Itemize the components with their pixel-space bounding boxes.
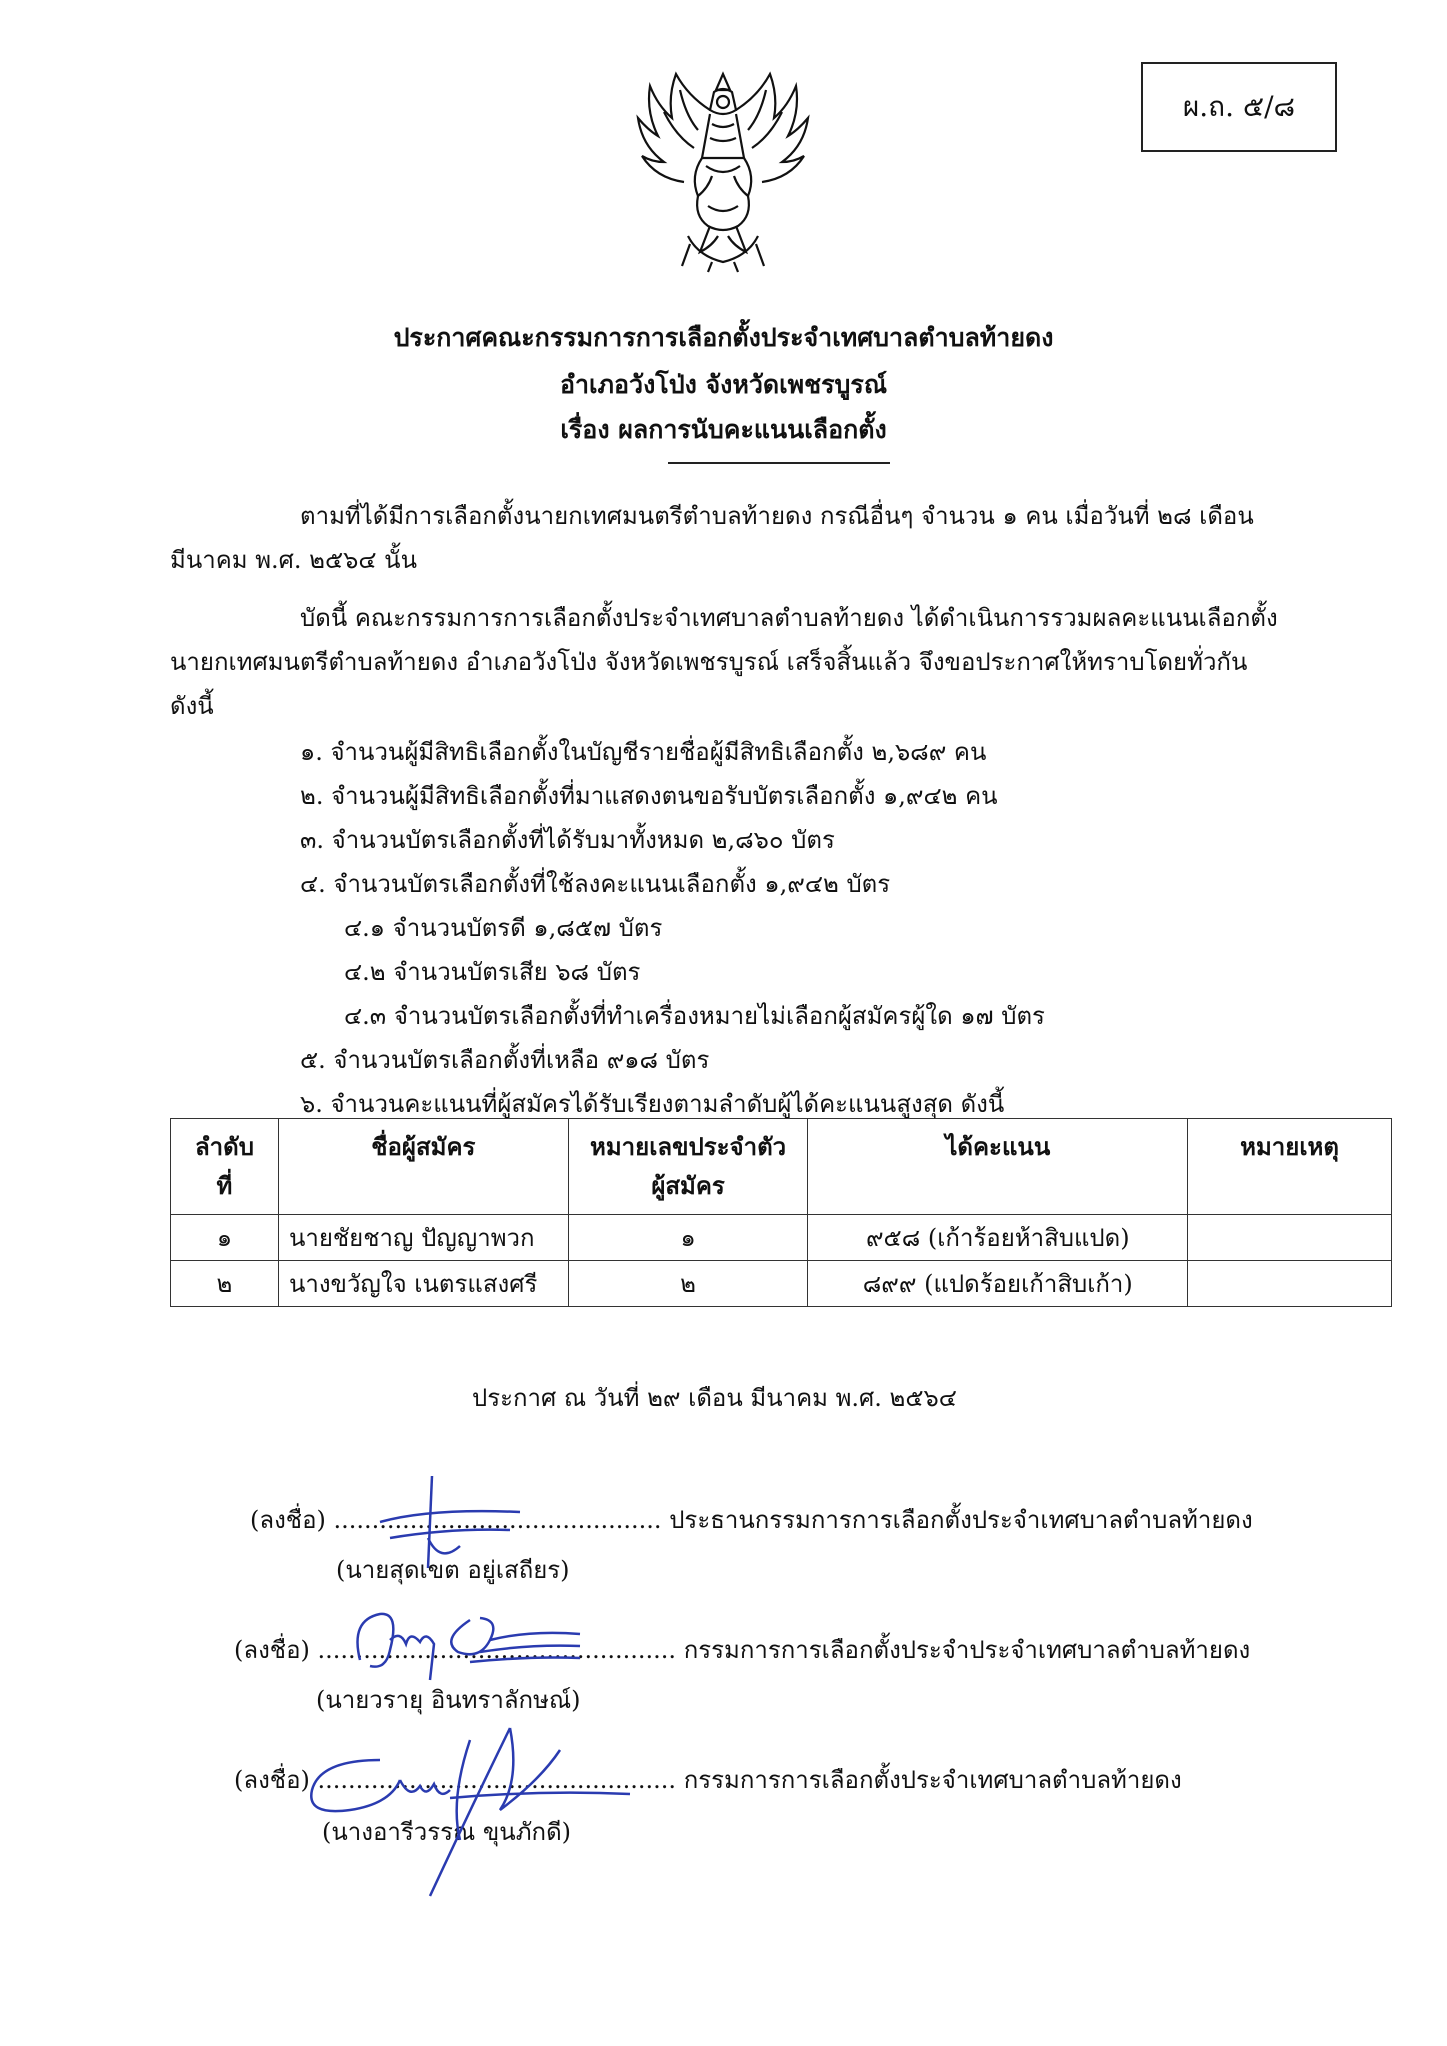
table-row [171,1215,1392,1261]
signature-3-mark [300,1720,640,1900]
header-number-line2: ผู้สมัคร [651,1171,725,1200]
header-order-line1: ลำดับ [194,1132,254,1161]
header-number [568,1119,808,1215]
signature-3-dots: ............................................... [317,1766,677,1794]
announce-date: ประกาศ ณ วันที่ ๒๙ เดือน มีนาคม พ.ศ. ๒๕๖๔ [472,1384,957,1412]
para1-line1: ตามที่ได้มีการเลือกตั้งนายกเทศมนตรีตำบลท้ายดง กรณีอื่นๆ จำนวน ๑ คน เมื่อวันที่ ๒๘ เดือน [300,502,1254,530]
title-line-2: อำเภอวังโป่ง จังหวัดเพชรบูรณ์ [559,370,888,399]
item-2: ๒. จำนวนผู้มีสิทธิเลือกตั้งที่มาแสดงตนขอรับบัตรเลือกตั้ง ๑,๙๔๒ คน [300,782,998,810]
header-remark: หมายเหตุ [1188,1119,1392,1215]
signature-2-name: (นายวรายุ อินทราลักษณ์) [316,1686,581,1714]
title-line-3: เรื่อง ผลการนับคะแนนเลือกตั้ง [560,415,887,444]
header-name: ชื่อผู้สมัคร [278,1119,568,1215]
table-row [171,1261,1392,1307]
signature-3-label: (ลงชื่อ) [234,1766,310,1794]
row-name: นายชัยชาญ ปัญญาพวก [278,1215,568,1261]
item-3: ๓. จำนวนบัตรเลือกตั้งที่ได้รับมาทั้งหมด ๒,๘๖๐ บัตร [300,826,835,854]
para1-line2: มีนาคม พ.ศ. ๒๕๖๔ นั้น [170,546,417,574]
item-5: ๕. จำนวนบัตรเลือกตั้งที่เหลือ ๙๑๘ บัตร [300,1046,710,1074]
item-4-1: ๔.๑ จำนวนบัตรดี ๑,๘๕๗ บัตร [344,914,663,942]
header-order-line2: ที่ [216,1171,233,1200]
title-underline [668,462,890,464]
item-4: ๔. จำนวนบัตรเลือกตั้งที่ใช้ลงคะแนนเลือกตั้ง ๑,๙๔๒ บัตร [300,870,891,898]
para2-line3: ดังนี้ [170,692,214,720]
results-table [170,1118,1392,1307]
signature-1-name: (นายสุดเขต อยู่เสถียร) [336,1556,570,1584]
signature-1-role: ประธานกรรมการการเลือกตั้งประจำเทศบาลตำบลท้ายดง [669,1506,1253,1534]
signature-1-dots: ........................................... [333,1506,662,1534]
signature-1-label: (ลงชื่อ) [250,1506,326,1534]
item-4-3: ๔.๓ จำนวนบัตรเลือกตั้งที่ทำเครื่องหมายไม่เลือกผู้สมัครผู้ใด ๑๗ บัตร [344,1002,1045,1030]
row-remark [1188,1261,1392,1307]
header-order [171,1119,279,1215]
para2-line1: บัดนี้ คณะกรรมการการเลือกตั้งประจำเทศบาลตำบลท้ายดง ได้ดำเนินการรวมผลคะแนนเลือกตั้ง [300,604,1278,632]
row-order: ๒ [171,1261,279,1307]
header-number-line1: หมายเลขประจำตัว [590,1132,787,1161]
para2-line2: นายกเทศมนตรีตำบลท้ายดง อำเภอวังโป่ง จังหวัดเพชรบูรณ์ เสร็จสิ้นแล้ว จึงขอประกาศให้ทราบโดยทั่วกัน [170,648,1248,676]
table-header-row [171,1119,1392,1215]
row-order: ๑ [171,1215,279,1261]
garuda-emblem-icon [628,66,818,276]
row-name: นางขวัญใจ เนตรแสงศรี [278,1261,568,1307]
item-1: ๑. จำนวนผู้มีสิทธิเลือกตั้งในบัญชีรายชื่อผู้มีสิทธิเลือกตั้ง ๒,๖๘๙ คน [300,738,987,766]
title-line-1: ประกาศคณะกรรมการการเลือกตั้งประจำเทศบาลตำบลท้ายดง [393,323,1054,352]
item-6: ๖. จำนวนคะแนนที่ผู้สมัครได้รับเรียงตามลำดับผู้ได้คะแนนสูงสุด ดังนี้ [300,1090,1005,1118]
form-code: ผ.ถ. ๕/๘ [1182,90,1296,123]
signature-2-role: กรรมการการเลือกตั้งประจำประจำเทศบาลตำบลท้ายดง [683,1636,1251,1664]
item-4-2: ๔.๒ จำนวนบัตรเสีย ๖๘ บัตร [344,958,641,986]
form-code-box [1141,62,1337,152]
row-number: ๑ [568,1215,808,1261]
signature-3-name: (นางอารีวรรณ ขุนภักดี) [322,1818,572,1846]
row-remark [1188,1215,1392,1261]
header-score: ได้คะแนน [808,1119,1188,1215]
row-number: ๒ [568,1261,808,1307]
row-score: ๙๕๘ (เก้าร้อยห้าสิบแปด) [808,1215,1188,1261]
row-score: ๘๙๙ (แปดร้อยเก้าสิบเก้า) [808,1261,1188,1307]
signature-2-label: (ลงชื่อ) [234,1636,310,1664]
signature-2-mark [330,1600,590,1690]
signature-3-role: กรรมการการเลือกตั้งประจำเทศบาลตำบลท้ายดง [683,1766,1182,1794]
signature-2-dots: ............................................... [317,1636,677,1664]
signature-1-mark [370,1468,530,1578]
